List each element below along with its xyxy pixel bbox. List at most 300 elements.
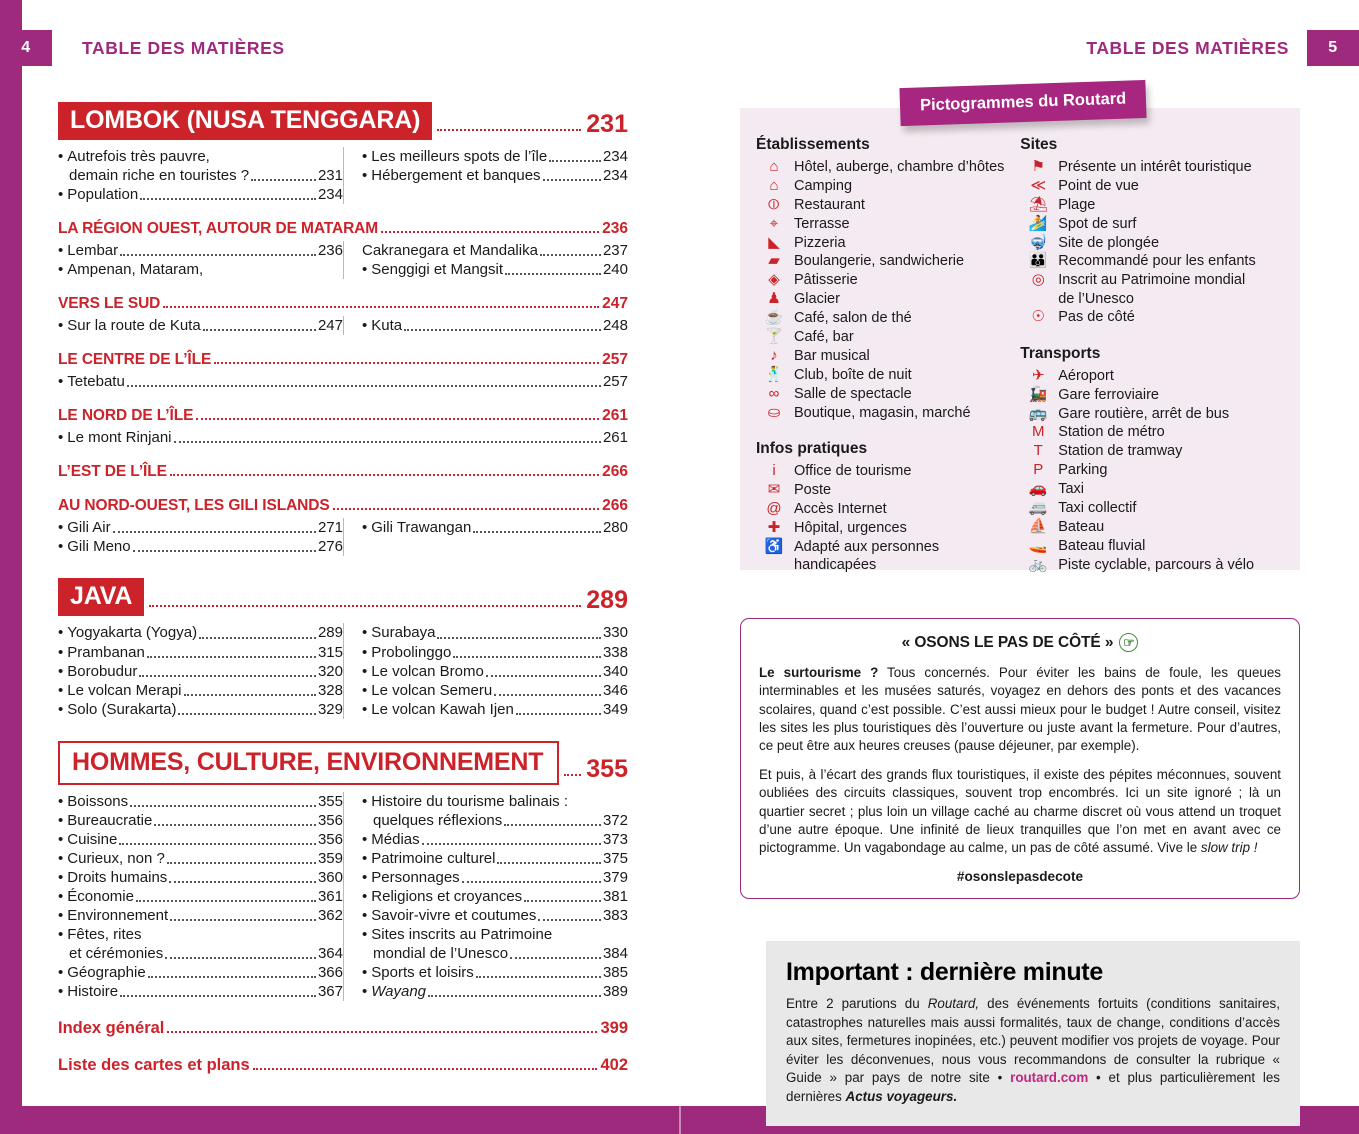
- bullet-icon: •: [362, 681, 368, 699]
- pictogram-row: [1020, 405, 1300, 424]
- bullet-icon: •: [362, 887, 368, 905]
- pictogram-row: [756, 271, 1020, 290]
- pictogram-row: [756, 158, 1020, 177]
- pictogram-row: [756, 404, 1020, 423]
- shopping-basket-icon: ⛀: [767, 403, 781, 421]
- pictogram-label: Camping: [794, 177, 853, 194]
- pictogram-label: Parking: [1058, 462, 1108, 479]
- toc-entry-page: 320: [317, 662, 343, 680]
- toc-entry-label: Cuisine: [67, 830, 118, 848]
- toc-entry[interactable]: [58, 166, 343, 185]
- toc-entry-label: Le volcan Bromo: [371, 662, 484, 680]
- toc-entry[interactable]: [58, 260, 343, 279]
- toc-entry[interactable]: [362, 849, 628, 868]
- bullet-icon: •: [58, 983, 64, 1001]
- bullet-icon: •: [58, 242, 64, 260]
- pictogram-row: [1020, 308, 1300, 327]
- toc-entry[interactable]: [362, 147, 628, 166]
- toc-column-left: [58, 518, 343, 556]
- leader-dots: [462, 881, 601, 883]
- pictogram-label: Station de métro: [1058, 424, 1165, 441]
- pictogram-label: Café, bar: [794, 329, 854, 346]
- bullet-icon: •: [58, 887, 64, 905]
- toc-entry-label: Cakranegara et Mandalika: [362, 242, 538, 260]
- toc-entry-page: 315: [317, 643, 343, 661]
- toc-entry-page: 372: [602, 811, 628, 829]
- toc-entry[interactable]: [362, 260, 628, 279]
- toc-entry[interactable]: [362, 906, 628, 925]
- bullet-icon: •: [362, 792, 368, 810]
- toc-entry-label: Sports et loisirs: [371, 964, 474, 982]
- camping-icon: ⌂: [769, 176, 779, 194]
- pictogram-label-line2: handicapées: [794, 557, 877, 574]
- cocktail-glass-icon: 🍸: [764, 328, 784, 346]
- toc-entry-label: Histoire: [67, 983, 119, 1001]
- toc-entry-label: Le volcan Merapi: [67, 681, 182, 699]
- leader-dots: [149, 605, 581, 607]
- toc-major-heading[interactable]: [58, 578, 628, 616]
- toc-section-label: VERS LE SUD: [58, 295, 161, 313]
- important-title: Important : dernière minute: [786, 958, 1103, 986]
- toc-column-left: [58, 241, 343, 279]
- pictogram-label: Taxi: [1058, 481, 1085, 498]
- pictogram-label: Bar musical: [794, 347, 870, 364]
- pizzeria-icon: ◣: [768, 233, 780, 251]
- leader-dots: [184, 694, 316, 696]
- toc-entry-page: 234: [317, 186, 343, 204]
- toc-entry-label: Probolinggo: [371, 643, 452, 661]
- pas-de-cote-title-text: « OSONS LE PAS DE CÔTÉ »: [901, 633, 1114, 651]
- toc-single-column-group: [58, 428, 628, 447]
- toc-entry-page: 338: [602, 643, 628, 661]
- toc-section-label: LE NORD DE L’ÎLE: [58, 407, 194, 425]
- important-box: [766, 941, 1300, 1126]
- pictogram-group-title-transports: Transports: [1020, 344, 1101, 362]
- toc-entry-label: et cérémonies: [69, 945, 164, 963]
- bus-icon: 🚌: [1028, 404, 1048, 422]
- important-text: [786, 995, 1280, 1106]
- toc-major-heading-page: 289: [586, 586, 628, 615]
- toc-footer-line[interactable]: [58, 1019, 628, 1038]
- toc-entry[interactable]: [362, 982, 628, 1001]
- leader-dots: [165, 957, 316, 959]
- leader-dots: [251, 179, 316, 181]
- pictogram-label: Accès Internet: [794, 501, 887, 518]
- bullet-icon: •: [362, 849, 368, 867]
- pictogram-label: Aéroport: [1058, 367, 1114, 384]
- toc-entry[interactable]: [58, 887, 343, 906]
- pictogram-label: Bateau: [1058, 518, 1105, 535]
- pictogram-label: Poste: [794, 482, 832, 499]
- toc-entry[interactable]: [362, 518, 628, 537]
- pictogram-row: [1020, 386, 1300, 405]
- toc-major-heading[interactable]: [58, 741, 628, 785]
- bullet-icon: •: [362, 830, 368, 848]
- toc-entry[interactable]: [362, 166, 628, 185]
- leader-dots: [549, 160, 601, 162]
- pictogram-label: Terrasse: [794, 215, 850, 232]
- pas-de-cote-body-1: Tous concernés. Pour éviter les bains de foule, les queues interminables et les musées saturés, voyagez en dehors des ponts et des vacances scolaires, quand c’est possible. C’est aussi mieux pour le budget ! Autre conseil, visitez les sites les plus touristiques dès l’ouverture ou juste avant la fermeture. Pour d’autres, ce peut être aux heures creuses (pause déjeuner, par exemple).: [759, 665, 1281, 754]
- toc-entry-label: Prambanan: [67, 643, 145, 661]
- bullet-icon: •: [58, 186, 64, 204]
- toc-entry[interactable]: [362, 662, 628, 681]
- pas-de-cote-body-2: Et puis, à l’écart des grands flux touristiques, il existe des pépites méconnues, souvent oubliées des circuits classiques, souvent trop encombrés. Ici un site ignoré ; là un quartier secret ; plus loin un village caché au charme discret où vous attend un troquet d’une autre époque. Une infinité de lieux tranquilles que l’on met en avant avec ce pictogramme. Un vagabondage au calme, un pas de côté assumé. Vive le: [759, 766, 1281, 856]
- leader-dots: [140, 198, 316, 200]
- toc-section-heading[interactable]: [58, 220, 628, 238]
- leader-dots: [167, 862, 316, 864]
- at-sign-icon: @: [766, 500, 782, 518]
- pas-de-cote-lead: Le surtourisme ?: [759, 665, 879, 680]
- unesco-icon: ◎: [1031, 271, 1045, 289]
- toc-entry-page: 356: [317, 830, 343, 848]
- pictogram-label-line2: de l’Unesco: [1058, 290, 1134, 307]
- toc-section-page: 266: [602, 497, 628, 515]
- toc-entry[interactable]: [58, 643, 343, 662]
- leader-dots: [170, 919, 316, 921]
- toc-entry-label: Yogyakarta (Yogya): [67, 624, 198, 642]
- toc-column-left: [58, 428, 628, 447]
- leader-dots: [120, 254, 316, 256]
- hotel-icon: ⌂: [769, 158, 779, 175]
- toc-entry-page: 234: [602, 148, 628, 165]
- toc-entry-label: Borobudur: [67, 662, 138, 680]
- bicycle-icon: 🚲: [1028, 555, 1048, 573]
- toc-entry[interactable]: [58, 811, 343, 830]
- toc-major-heading-page: 231: [586, 110, 628, 138]
- toc-entry-page: 340: [602, 662, 628, 680]
- toc-entry[interactable]: [58, 792, 343, 811]
- bullet-icon: •: [58, 643, 64, 661]
- toc-entry-page: 366: [317, 964, 343, 982]
- toc-entry[interactable]: [58, 623, 343, 642]
- pas-de-cote-icon: ☉: [1031, 307, 1045, 325]
- toc-entry[interactable]: [58, 700, 343, 719]
- leader-dots: [174, 441, 601, 443]
- toc-entry-label: Autrefois très pauvre,: [67, 148, 210, 165]
- toc-column-right: [343, 792, 628, 1002]
- leader-dots: [570, 806, 626, 807]
- toc-column-left: [58, 147, 343, 204]
- toc-entry[interactable]: [58, 428, 628, 447]
- toc-section-page: 236: [602, 220, 628, 238]
- toc-two-column-group: [58, 623, 628, 718]
- leader-dots: [130, 805, 316, 807]
- leader-dots: [497, 862, 600, 864]
- leader-dots: [554, 939, 626, 940]
- toc-entry-page: 375: [602, 849, 628, 867]
- toc-entry[interactable]: [362, 241, 628, 260]
- toc-entry-label: quelques réflexions: [373, 811, 503, 829]
- left-page-header: [0, 30, 285, 66]
- toc-entry-page: 385: [602, 964, 628, 982]
- toc-section-heading[interactable]: [58, 497, 628, 515]
- toc-entry-label: Le volcan Semeru: [371, 681, 493, 699]
- leader-dots: [113, 531, 316, 533]
- pas-de-cote-hashtag: #osonslepasdecote: [956, 868, 1084, 884]
- toc-major-heading-label: HOMMES, CULTURE, ENVIRONNEMENT: [58, 741, 559, 785]
- toc-entry-page: 360: [317, 868, 343, 886]
- parking-icon: P: [1033, 461, 1044, 479]
- pictogram-row: [756, 366, 1020, 385]
- leader-dots: [516, 713, 601, 715]
- pictogram-column-1: [756, 136, 1020, 575]
- pictogram-label: Gare ferroviaire: [1058, 386, 1159, 403]
- toc-section-heading[interactable]: [58, 463, 628, 481]
- toc-entry-page: 364: [317, 945, 343, 963]
- toc-entry[interactable]: [58, 241, 343, 260]
- leader-dots: [504, 824, 601, 826]
- leader-dots: [119, 843, 316, 845]
- pictogram-label: Piste cyclable, parcours à vélo: [1058, 556, 1255, 573]
- leader-dots: [163, 306, 599, 308]
- toc-major-heading-label: LOMBOK (NUSA TENGGARA): [58, 102, 432, 140]
- toc-entry-label: Patrimoine culturel: [371, 849, 496, 867]
- toc-entry[interactable]: [362, 944, 628, 963]
- important-actus: Actus voyageurs.: [845, 1088, 958, 1104]
- pictogram-label: Taxi collectif: [1058, 500, 1137, 516]
- toc-entry[interactable]: [362, 830, 628, 849]
- toc-major-heading-label: JAVA: [58, 578, 144, 616]
- toc-entry[interactable]: [58, 925, 343, 944]
- toc-two-column-group: [58, 792, 628, 1002]
- leader-dots: [494, 694, 601, 696]
- bullet-icon: •: [58, 681, 64, 699]
- toc-entry[interactable]: [362, 963, 628, 982]
- pictogram-label: Présente un intérêt touristique: [1058, 159, 1252, 175]
- toc-entry[interactable]: [58, 963, 343, 982]
- toc-entry[interactable]: [362, 925, 628, 944]
- toc-entry[interactable]: [362, 643, 628, 662]
- toc-entry-label: Solo (Surakarta): [67, 700, 177, 718]
- toc-entry-label: Hébergement et banques: [371, 167, 541, 185]
- toc-entry[interactable]: [362, 887, 628, 906]
- toc-entry-page: 356: [317, 811, 343, 829]
- toc-entry-label: Médias: [371, 830, 420, 848]
- pictogram-row: [756, 328, 1020, 347]
- pictogram-row: [1020, 537, 1300, 556]
- terrace-icon: ⌖: [769, 214, 779, 232]
- bullet-icon: •: [362, 964, 368, 982]
- leader-dots: [422, 843, 601, 845]
- leader-dots: [473, 531, 601, 533]
- toc-entry-page: 276: [317, 538, 343, 556]
- pictogram-label: Hôpital, urgences: [794, 520, 907, 537]
- coffee-cup-icon: ☕: [764, 309, 784, 327]
- toc-entry-label: Gili Trawangan: [371, 519, 472, 537]
- toc-entry-label: Curieux, non ?: [67, 849, 165, 867]
- toc-column-left: [58, 316, 343, 335]
- toc-entry[interactable]: [58, 662, 343, 681]
- pictogram-label: Boulangerie, sandwicherie: [794, 253, 965, 270]
- toc-entry[interactable]: [362, 868, 628, 887]
- leader-dots: [437, 637, 600, 639]
- pictogram-row: [1020, 367, 1300, 386]
- pictogram-label: Gare routière, arrêt de bus: [1058, 405, 1230, 422]
- toc-entry[interactable]: [362, 792, 628, 811]
- toc-entry-label: Tetebatu: [67, 373, 125, 391]
- toc-footer-page: 399: [600, 1019, 628, 1038]
- toc-column-right: [343, 518, 628, 556]
- bullet-icon: •: [58, 261, 64, 279]
- pictogram-row: [1020, 480, 1300, 499]
- bullet-icon: •: [58, 538, 64, 556]
- toc-footer-page: 402: [600, 1056, 628, 1075]
- leader-dots: [476, 976, 601, 978]
- leader-dots: [170, 474, 599, 476]
- leader-dots: [120, 995, 316, 997]
- pictogram-row: [1020, 215, 1300, 234]
- leader-dots: [333, 508, 600, 510]
- pictogram-label: Spot de surf: [1058, 215, 1137, 232]
- routard-site-link[interactable]: routard.com: [1010, 1070, 1089, 1085]
- toc-entry-page: 383: [602, 906, 628, 924]
- diving-icon: 🤿: [1028, 233, 1048, 251]
- leader-dots: [453, 656, 601, 658]
- toc-section-label: L’EST DE L’ÎLE: [58, 463, 167, 481]
- toc-entry[interactable]: [58, 518, 343, 537]
- toc-footer-label: Index général: [58, 1019, 165, 1038]
- leader-dots: [564, 774, 581, 776]
- pictogram-column-2: [1020, 136, 1300, 575]
- toc-entry[interactable]: [58, 316, 343, 335]
- pictogram-row: [756, 196, 1020, 215]
- toc-entry-label: Le mont Rinjani: [67, 429, 172, 447]
- toc-entry-page: 379: [602, 868, 628, 886]
- pictogram-label: Office de tourisme: [794, 463, 912, 480]
- toc-section-page: 261: [602, 407, 628, 425]
- beach-umbrella-icon: ⛱: [1028, 195, 1048, 213]
- toc-entry-label: Surabaya: [371, 624, 436, 642]
- toc-entry[interactable]: [58, 944, 343, 963]
- toc-entry[interactable]: [58, 372, 628, 391]
- pictogram-row: [756, 347, 1020, 366]
- pictogram-label: Point de vue: [1058, 177, 1139, 194]
- toc-entry[interactable]: [58, 906, 343, 925]
- page-title-right: TABLE DES MATIÈRES: [1086, 37, 1289, 58]
- toc-entry-label: mondial de l’Unesco: [373, 945, 509, 963]
- toc-footer-line[interactable]: [58, 1056, 628, 1075]
- toc-entry-label: demain riche en touristes ?: [69, 167, 250, 185]
- pictogram-row: [756, 290, 1020, 309]
- toc-entry-page: 236: [317, 242, 343, 260]
- toc-two-column-group: [58, 241, 628, 279]
- toc-entry[interactable]: [58, 147, 343, 166]
- leader-dots: [543, 179, 601, 181]
- hospital-cross-icon: ✚: [767, 519, 781, 537]
- bullet-icon: •: [58, 849, 64, 867]
- toc-entry-label: Boissons: [67, 792, 129, 810]
- leader-dots: [154, 824, 316, 826]
- boat-icon: ⛵: [1028, 517, 1048, 535]
- leader-dots: [214, 362, 599, 364]
- toc-section-page: 247: [602, 295, 628, 313]
- toc-entry[interactable]: [58, 830, 343, 849]
- pictogram-row: [1020, 518, 1300, 537]
- toc-column-right: [343, 241, 628, 279]
- leader-dots: [524, 900, 601, 902]
- pictogram-row: [756, 462, 1020, 481]
- leader-dots: [148, 976, 316, 978]
- monument-icon: ⚑: [1031, 158, 1045, 175]
- toc-section-heading[interactable]: [58, 295, 628, 313]
- pictogram-row: [1020, 461, 1300, 480]
- toc-entry-page: 328: [317, 681, 343, 699]
- toc-entry[interactable]: [362, 623, 628, 642]
- tram-icon: T: [1033, 442, 1043, 460]
- toc-entry-label: Lembar: [67, 242, 119, 260]
- bullet-icon: •: [58, 926, 64, 944]
- toc-entry-page: 231: [317, 167, 343, 185]
- toc-entry[interactable]: [58, 982, 343, 1001]
- bullet-icon: •: [362, 662, 368, 680]
- toc-major-heading[interactable]: [58, 102, 628, 140]
- toc-column-right: [343, 316, 628, 335]
- toc-entry[interactable]: [58, 849, 343, 868]
- toc-two-column-group: [58, 518, 628, 556]
- pictogram-label: Hôtel, auberge, chambre d’hôtes: [794, 159, 1005, 175]
- toc-entry-label: Senggigi et Mangsit: [371, 261, 504, 279]
- children-icon: 👪: [1028, 252, 1048, 270]
- metro-icon: M: [1031, 423, 1045, 441]
- toc-section-heading[interactable]: [58, 351, 628, 369]
- leader-dots: [167, 1031, 597, 1033]
- toc-entry[interactable]: [362, 316, 628, 335]
- pictogram-row: [756, 177, 1020, 196]
- pictogram-group-title-etablissements: Établissements: [756, 136, 870, 153]
- pictogram-row: [1020, 252, 1300, 271]
- pictogram-label: Plage: [1058, 196, 1096, 213]
- icecream-icon: ♟: [767, 290, 781, 308]
- toc-entry[interactable]: [58, 537, 343, 556]
- bullet-icon: •: [362, 983, 368, 1001]
- toc-entry[interactable]: [58, 681, 343, 700]
- pictogram-row: [756, 234, 1020, 253]
- envelope-icon: ✉: [767, 481, 781, 499]
- leader-dots: [486, 675, 601, 677]
- toc-entry[interactable]: [362, 811, 628, 830]
- toc-entry-label: Ampenan, Mataram,: [67, 261, 204, 279]
- airplane-icon: ✈: [1031, 366, 1045, 384]
- toc-entry[interactable]: [58, 185, 343, 204]
- train-icon: 🚂: [1028, 385, 1048, 403]
- toc-section-label: LE CENTRE DE L’ÎLE: [58, 351, 212, 369]
- bullet-icon: •: [58, 868, 64, 886]
- pictogram-row: [1020, 196, 1300, 215]
- leader-dots: [505, 273, 601, 275]
- toc-entry-page: 384: [602, 945, 628, 963]
- toc-entry[interactable]: [362, 700, 628, 719]
- toc-two-column-group: [58, 316, 628, 335]
- toc-entry-label: Wayang: [371, 983, 427, 1001]
- toc-entry-page: 367: [317, 983, 343, 1001]
- leader-dots: [127, 385, 601, 387]
- toc-section-heading[interactable]: [58, 407, 628, 425]
- toc-entry-page: 237: [602, 242, 628, 260]
- toc-entry-label: Droits humains: [67, 868, 168, 886]
- toc-footer-label: Liste des cartes et plans: [58, 1056, 250, 1075]
- bullet-icon: •: [362, 261, 368, 279]
- pictogram-row: [756, 215, 1020, 234]
- toc-entry[interactable]: [58, 868, 343, 887]
- right-page-header: [1086, 30, 1359, 66]
- leader-dots: [169, 881, 316, 883]
- toc-entry-label: Environnement: [67, 906, 169, 924]
- viewpoint-icon: ≪: [1030, 176, 1047, 194]
- pictogram-row: [756, 519, 1020, 538]
- pictogram-label: Site de plongée: [1058, 234, 1160, 251]
- taxi-icon: 🚗: [1028, 480, 1048, 498]
- toc-entry[interactable]: [362, 681, 628, 700]
